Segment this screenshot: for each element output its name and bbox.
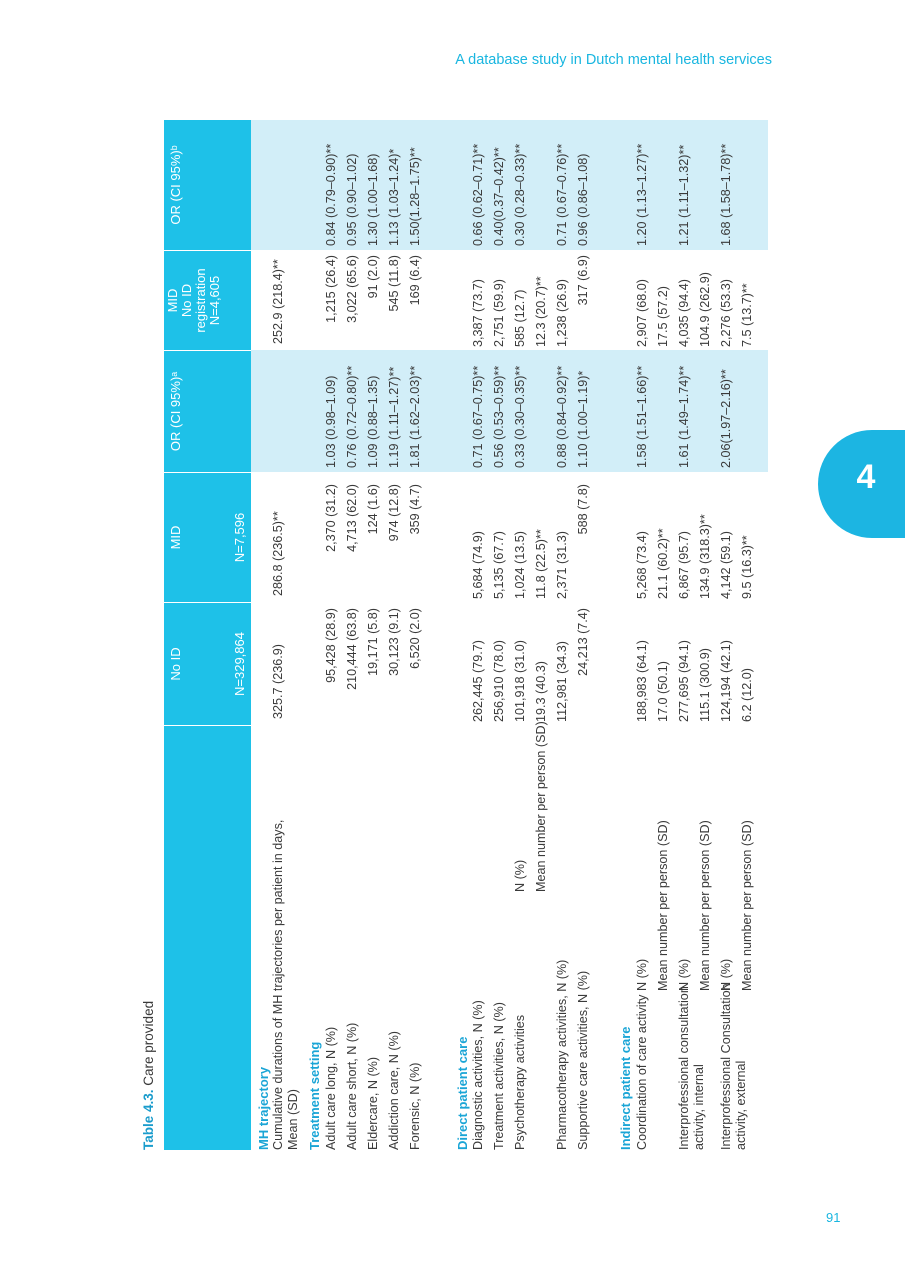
row-label: Pharmacotherapy activities, N (%) [555,959,569,1150]
cell-mid: 5,268 (73.4) [635,531,649,599]
cell-or-a: 1.19 (1.11–1.27)** [387,366,401,468]
cell-or-b: 0.95 (0.90–1.02) [345,153,359,246]
caption-text: Care provided [141,1000,156,1090]
cell-no-id: 24,213 (7.4) [576,608,590,676]
cell-or-b: 1.68 (1.58–1.78)** [719,143,733,246]
cell-or-a: 1.03 (0.98–1.09) [324,375,338,468]
row-label: Addiction care, N (%) [387,1031,401,1150]
section-mh-trajectory: MH trajectory [256,1066,271,1150]
cell-mid: 21.1 (60.2)** [656,528,670,599]
row-sublabel: Mean number per person (SD) [656,820,670,991]
cell-mid: 588 (7.8) [576,484,590,535]
cell-mid: 1,024 (13.5) [513,531,527,599]
cell-mid: 2,371 (31.3) [555,531,569,599]
cell-mid-noreg: 2,276 (53.3) [719,279,733,347]
cell-no-id: 17.0 (50.1) [656,661,670,722]
row-label: Adult care long, N (%) [324,1026,338,1150]
cell-no-id: 325.7 (236.9) [271,644,285,719]
cell-or-b: 1.20 (1.13–1.27)** [635,143,649,246]
cell-mid: 124 (1.6) [366,484,380,535]
row-label: Diagnostic activities, N (%) [471,1000,485,1150]
header-no-id-title: No ID [168,647,183,681]
cell-mid-noreg: 104.9 (262.9) [698,272,712,347]
cell-mid-noreg: 1,215 (26.4) [324,255,338,323]
row-label-line2: Mean (SD) [286,1089,300,1150]
cell-mid-noreg: 3,387 (73.7) [471,279,485,347]
cell-or-a: 0.33 (0.30–0.35)** [513,365,527,468]
header-mid-noreg-n: N=4,605 [207,275,223,326]
cell-mid-noreg: 585 (12.7) [513,289,527,347]
row-label-line2: activity, external [734,1060,748,1150]
cell-or-a: 0.71 (0.67–0.75)** [471,365,485,468]
cell-no-id: 6.2 (12.0) [740,668,754,722]
table-caption [141,1001,163,1150]
header-or-b [164,120,251,250]
cell-mid: 286.8 (236.5)** [271,511,285,596]
row-sublabel: Mean number per person (SD) [740,820,754,991]
cell-no-id: 95,428 (28.9) [324,608,338,683]
cell-no-id: 112,981 (34.3) [555,641,569,722]
cell-mid: 11.8 (22.5)** [534,529,548,599]
cell-mid: 5,684 (74.9) [471,531,485,599]
row-label-line2: activity, internal [692,1064,706,1150]
header-mid-noreg [164,250,251,350]
cell-mid-noreg: 252.9 (218.4)** [271,259,285,344]
cell-or-a: 2.06(1.97–2.16)** [719,369,733,468]
cell-mid-noreg: 17.5 (57.2) [656,286,670,347]
section-treatment-setting: Treatment setting [307,1041,322,1150]
header-or-a [164,350,251,472]
table-header [164,120,251,1150]
row-label: Adult care short, N (%) [345,1022,359,1150]
cell-mid: 4,142 (59.1) [719,531,733,599]
row-sublabel: N (%) [677,958,691,991]
cell-mid: 4,713 (62.0) [345,484,359,552]
cell-or-b: 1.50(1.28–1.75)** [408,147,422,246]
header-no-id [164,602,251,725]
cell-or-a: 0.76 (0.72–0.80)** [345,365,359,468]
row-label: Interprofessional consultation [677,986,691,1150]
header-or-a-title: OR (CI 95%)ᵃ [168,371,183,452]
cell-or-b: 0.96 (0.86–1.08) [576,153,590,246]
row-sublabel: Mean number per person (SD) [698,820,712,991]
header-mid-n: N=7,596 [232,512,248,563]
cell-or-b: 1.13 (1.03–1.24)* [387,148,401,246]
cell-no-id: 277,695 (94.1) [677,640,691,722]
row-label: Psychotherapy activities [513,1014,527,1150]
page-number: 91 [826,1210,841,1225]
cell-or-a: 1.10 (1.00–1.19)* [576,370,590,468]
chapter-tab [818,430,905,538]
cell-no-id: 210,444 (63.8) [345,608,359,690]
section-indirect-patient-care: Indirect patient care [618,1026,633,1150]
row-label: Supportive care activities, N (%) [576,970,590,1150]
row-label: Eldercare, N (%) [366,1056,380,1150]
cell-mid: 5,135 (67.7) [492,531,506,599]
row-label: Forensic, N (%) [408,1062,422,1150]
cell-mid-noreg: 545 (11.8) [387,255,401,312]
cell-mid: 9.5 (16.3)** [740,535,754,599]
cell-no-id: 124,194 (42.1) [719,640,733,722]
cell-or-b: 0.30 (0.28–0.33)** [513,143,527,246]
cell-or-a: 0.88 (0.84–0.92)** [555,365,569,468]
cell-or-a: 1.61 (1.49–1.74)** [677,365,691,468]
cell-or-a: 1.58 (1.51–1.66)** [635,365,649,468]
cell-or-b: 0.84 (0.79–0.90)** [324,143,338,246]
cell-or-a: 0.56 (0.53–0.59)** [492,365,506,468]
row-sublabel: N (%) [513,859,527,892]
cell-no-id: 115.1 (300.9) [698,648,712,722]
rotated-table [138,120,768,1150]
row-label: Cumulative durations of MH trajectories per patient in days, [271,819,285,1150]
header-mid-noreg-l3: registration [193,268,209,333]
cell-or-b: 0.66 (0.62–0.71)** [471,143,485,246]
row-sublabel: Mean number per person (SD) [534,721,548,892]
section-direct-patient-care: Direct patient care [455,1036,470,1150]
cell-mid-noreg: 2,751 (59.9) [492,279,506,347]
cell-no-id: 262,445 (79.7) [471,640,485,722]
cell-mid: 974 (12.8) [387,484,401,542]
cell-no-id: 19.3 (40.3) [534,661,548,722]
cell-mid-noreg: 169 (6.4) [408,255,422,306]
cell-no-id: 30,123 (9.1) [387,608,401,676]
cell-no-id: 188,983 (64.1) [635,640,649,722]
cell-mid: 134.9 (318.3)** [698,514,712,599]
row-label: Interprofessional Consultation [719,983,733,1150]
running-head: A database study in Dutch mental health services [455,52,772,68]
cell-or-b: 1.30 (1.00–1.68) [366,153,380,246]
caption-label: Table 4.3. [141,1089,156,1150]
cell-or-a: 1.81 (1.62–2.03)** [408,365,422,468]
row-sublabel: N (%) [719,958,733,991]
row-label: Treatment activities, N (%) [492,1002,506,1150]
cell-mid-noreg: 3,022 (65.6) [345,255,359,323]
header-mid-title: MID [168,525,183,550]
cell-or-b: 0.71 (0.67–0.76)** [555,143,569,246]
chapter-number: 4 [856,458,876,496]
cell-mid-noreg: 1,238 (26.9) [555,279,569,347]
row-label: Coordination of care activity [635,994,649,1150]
cell-or-b: 0.40(0.37–0.42)** [492,147,506,246]
cell-no-id: 19,171 (5.8) [366,608,380,676]
cell-mid-noreg: 4,035 (94.4) [677,279,691,347]
cell-mid-noreg: 7.5 (13.7)** [740,283,754,347]
cell-no-id: 6,520 (2.0) [408,608,422,669]
header-mid-noreg-l1: MID [165,288,180,313]
header-label-col [164,725,251,1150]
cell-or-a: 1.09 (0.88–1.35) [366,375,380,468]
cell-mid-noreg: 91 (2.0) [366,255,380,299]
cell-or-b: 1.21 (1.11–1.32)** [677,144,691,246]
cell-no-id: 101,918 (31.0) [513,640,527,722]
cell-mid-noreg: 2,907 (68.0) [635,279,649,347]
cell-no-id: 256,910 (78.0) [492,640,506,722]
cell-mid: 359 (4.7) [408,484,422,535]
cell-mid-noreg: 12.3 (20.7)** [534,276,548,347]
cell-mid: 2,370 (31.2) [324,484,338,552]
row-sublabel: N (%) [635,958,649,991]
cell-mid: 6,867 (95.7) [677,531,691,599]
header-mid-noreg-l2: No ID [179,283,195,318]
header-mid [164,472,251,602]
header-no-id-n: N=329,864 [232,632,248,696]
cell-mid-noreg: 317 (6.9) [576,255,590,306]
header-or-b-title: OR (CI 95%)ᵇ [168,145,183,225]
